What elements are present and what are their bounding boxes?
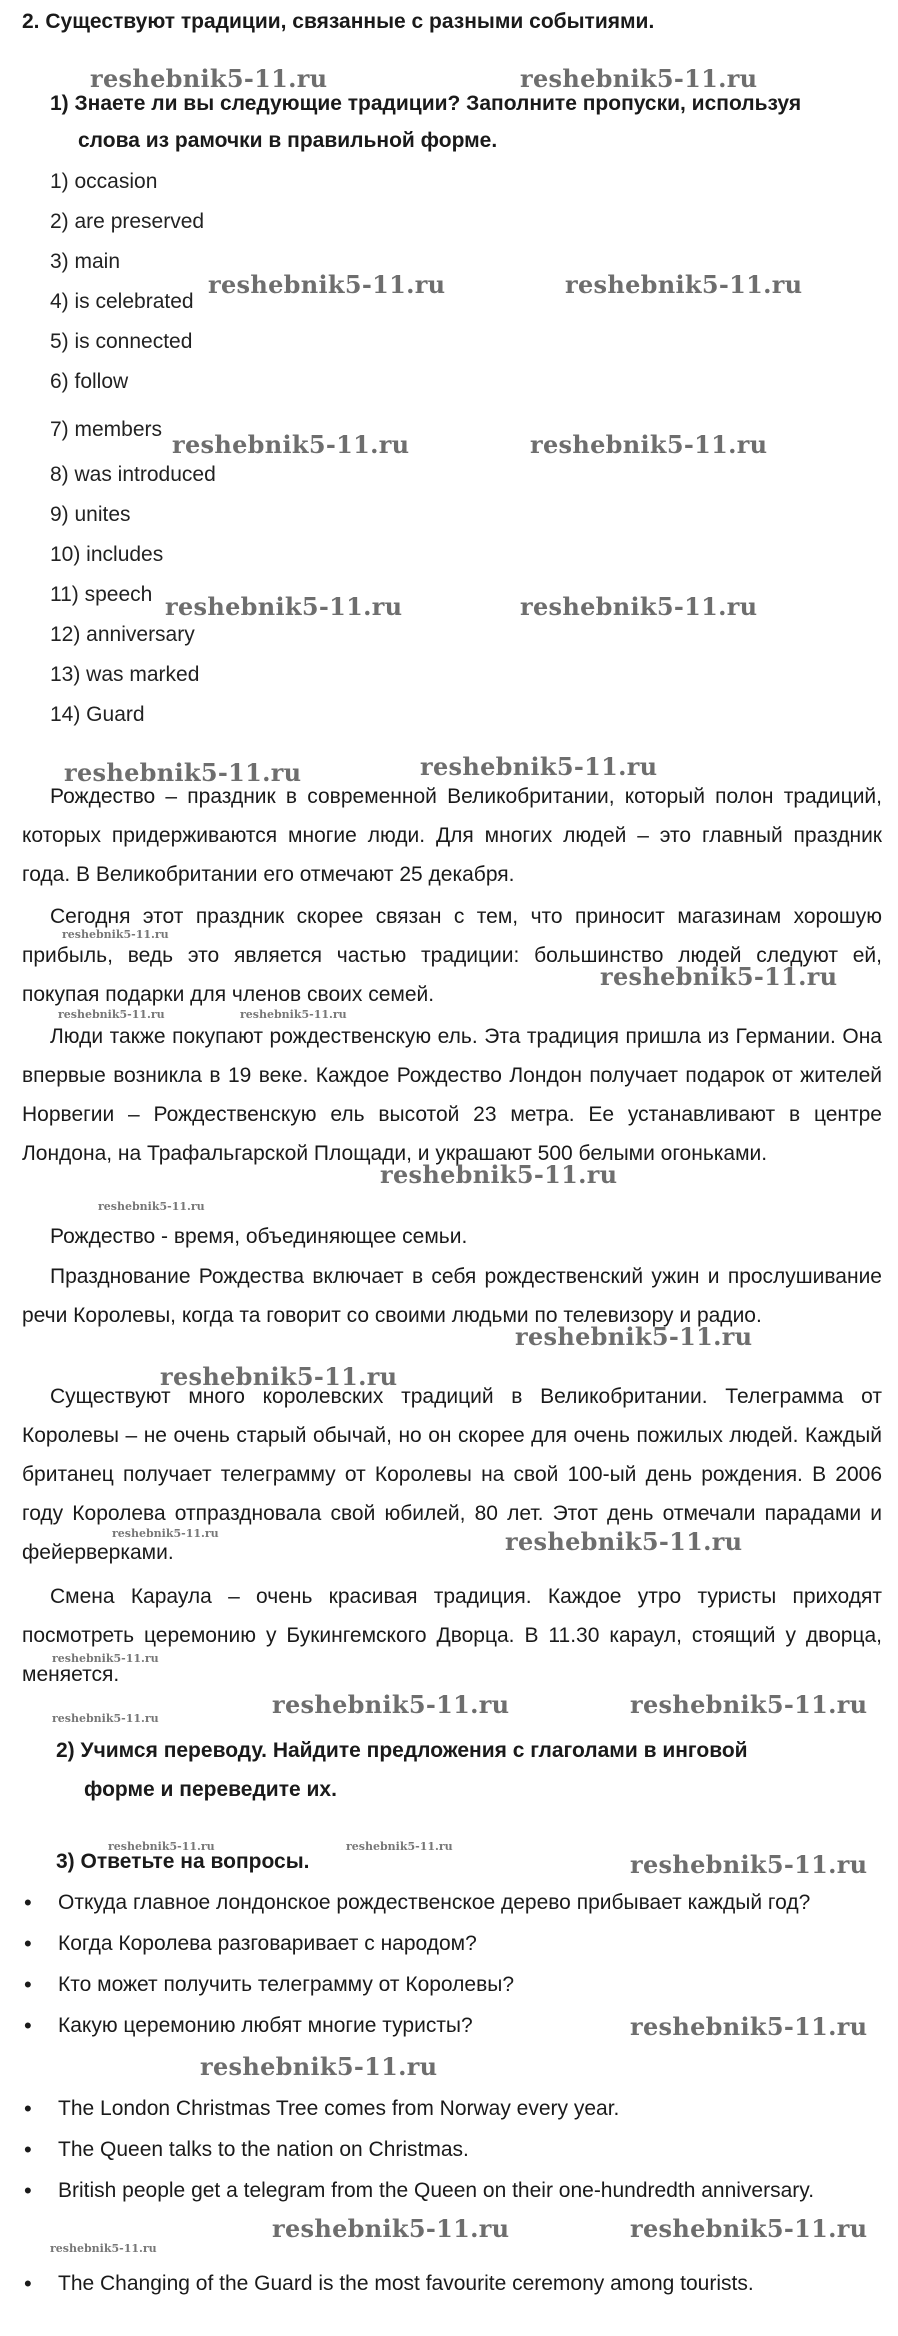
watermark: reshebnik5-11.ru bbox=[520, 592, 758, 621]
watermark: reshebnik5-11.ru bbox=[630, 1850, 868, 1879]
paragraph-2: Сегодня этот праздник скорее связан с тем, что приносит магазинам хорошую прибыль, ведь это является частью традиции: большинство людей следуют ей, покупая подарки для членов своих семей. bbox=[22, 905, 882, 1006]
watermark-small: reshebnik5-11.ru bbox=[98, 1200, 205, 1213]
watermark: reshebnik5-11.ru bbox=[530, 430, 768, 459]
watermark: reshebnik5-11.ru bbox=[380, 1160, 618, 1189]
answer-3: 3) main bbox=[50, 250, 121, 273]
watermark-small: reshebnik5-11.ru bbox=[52, 1652, 159, 1665]
question-3: • Кто может получить телеграмму от Королевы? bbox=[22, 1967, 888, 2003]
watermark: reshebnik5-11.ru bbox=[515, 1322, 753, 1351]
watermark: reshebnik5-11.ru bbox=[420, 752, 658, 781]
part1-title-line1: 1) Знаете ли вы следующие традиции? Заполните пропуски, используя bbox=[50, 92, 802, 115]
part2-title-line2: форме и переведите их. bbox=[84, 1778, 337, 1801]
watermark-small: reshebnik5-11.ru bbox=[240, 1008, 347, 1021]
part1-title-line2: слова из рамочки в правильной форме. bbox=[78, 129, 498, 152]
question-2: • Когда Королева разговаривает с народом? bbox=[22, 1926, 888, 1962]
answer-q3: • British people get a telegram from the Queen on their one-hundredth anniversary. bbox=[22, 2173, 888, 2209]
answer-9: 9) unites bbox=[50, 503, 131, 526]
answer-2: 2) are preserved bbox=[50, 210, 205, 233]
question-4: • Какую церемонию любят многие туристы? bbox=[22, 2008, 888, 2044]
paragraph-6: Существуют много королевских традиций в Великобритании. Телеграмма от Королевы – не очень старый обычай, но он скорее для очень пожилых людей. Каждый британец получает телеграмму от Королевы на свой 100-ый день рождения. В 2006 году Королева отпраздновала свой юбилей, 80 лет. Этот день отмечали парадами и фейерверками. bbox=[22, 1385, 882, 1564]
answer-q4: • The Changing of the Guard is the most favourite ceremony among tourists. bbox=[22, 2266, 888, 2302]
part3-title: 3) Ответьте на вопросы. bbox=[56, 1850, 310, 1873]
answer-10: 10) includes bbox=[50, 543, 164, 566]
answer-q2: • The Queen talks to the nation on Christmas. bbox=[22, 2132, 888, 2168]
answer-4: 4) is celebrated bbox=[50, 290, 194, 313]
answer-12: 12) anniversary bbox=[50, 623, 195, 646]
watermark-small: reshebnik5-11.ru bbox=[50, 2242, 157, 2255]
watermark: reshebnik5-11.ru bbox=[200, 2052, 438, 2081]
paragraph-1: Рождество – праздник в современной Великобритании, который полон традиций, которых придерживаются многие люди. Для многих людей – это главный праздник года. В Великобритании его отмечают 25 декабря. bbox=[22, 785, 882, 886]
watermark-small: reshebnik5-11.ru bbox=[346, 1840, 453, 1853]
answer-6: 6) follow bbox=[50, 370, 129, 393]
answer-13: 13) was marked bbox=[50, 663, 200, 686]
watermark-small: reshebnik5-11.ru bbox=[62, 928, 169, 941]
watermark: reshebnik5-11.ru bbox=[565, 270, 803, 299]
watermark: reshebnik5-11.ru bbox=[520, 64, 758, 93]
answer-5: 5) is connected bbox=[50, 330, 193, 353]
watermark: reshebnik5-11.ru bbox=[165, 592, 403, 621]
watermark-small: reshebnik5-11.ru bbox=[108, 1840, 215, 1853]
answer-14: 14) Guard bbox=[50, 703, 145, 726]
watermark: reshebnik5-11.ru bbox=[90, 64, 328, 93]
watermark: reshebnik5-11.ru bbox=[630, 2214, 868, 2243]
watermark-small: reshebnik5-11.ru bbox=[58, 1008, 165, 1021]
part2-title-line1: 2) Учимся переводу. Найдите предложения с глаголами в инговой bbox=[56, 1739, 748, 1762]
task-title: 2. Существуют традиции, связанные с разными событиями. bbox=[22, 10, 655, 33]
paragraph-3: Люди также покупают рождественскую ель. Эта традиция пришла из Германии. Она впервые возникла в 19 веке. Каждое Рождество Лондон получает подарок от жителей Норвегии – Рождественскую ель высотой 23 метра. Ее устанавливают в центре Лондона, на Трафальгарской Площади, и украшают 500 белыми огоньками. bbox=[22, 1025, 882, 1165]
watermark: reshebnik5-11.ru bbox=[600, 962, 838, 991]
watermark: reshebnik5-11.ru bbox=[630, 2012, 868, 2041]
paragraph-7: Смена Караула – очень красивая традиция. Каждое утро туристы приходят посмотреть церемонию у Букингемского Дворца. В 11.30 караул, стоящий у дворца, меняется. bbox=[22, 1585, 882, 1686]
watermark: reshebnik5-11.ru bbox=[160, 1362, 398, 1391]
answer-7: 7) members bbox=[50, 418, 163, 441]
watermark-small: reshebnik5-11.ru bbox=[52, 1712, 159, 1725]
watermark-small: reshebnik5-11.ru bbox=[112, 1527, 219, 1540]
watermark: reshebnik5-11.ru bbox=[272, 2214, 510, 2243]
answer-q1: • The London Christmas Tree comes from Norway every year. bbox=[22, 2091, 888, 2127]
answer-11: 11) speech bbox=[50, 583, 153, 606]
paragraph-5: Празднование Рождества включает в себя рождественский ужин и прослушивание речи Королевы, когда та говорит со своими людьми по телевизору и радио. bbox=[22, 1265, 882, 1327]
watermark: reshebnik5-11.ru bbox=[630, 1690, 868, 1719]
answer-1: 1) occasion bbox=[50, 170, 158, 193]
answer-8: 8) was introduced bbox=[50, 463, 216, 486]
watermark: reshebnik5-11.ru bbox=[505, 1527, 743, 1556]
watermark: reshebnik5-11.ru bbox=[172, 430, 410, 459]
watermark: reshebnik5-11.ru bbox=[64, 758, 302, 787]
watermark: reshebnik5-11.ru bbox=[208, 270, 446, 299]
paragraph-4: Рождество - время, объединяющее семьи. bbox=[50, 1225, 468, 1248]
question-1: • Откуда главное лондонское рождественское дерево прибывает каждый год? bbox=[22, 1885, 888, 1921]
watermark: reshebnik5-11.ru bbox=[272, 1690, 510, 1719]
